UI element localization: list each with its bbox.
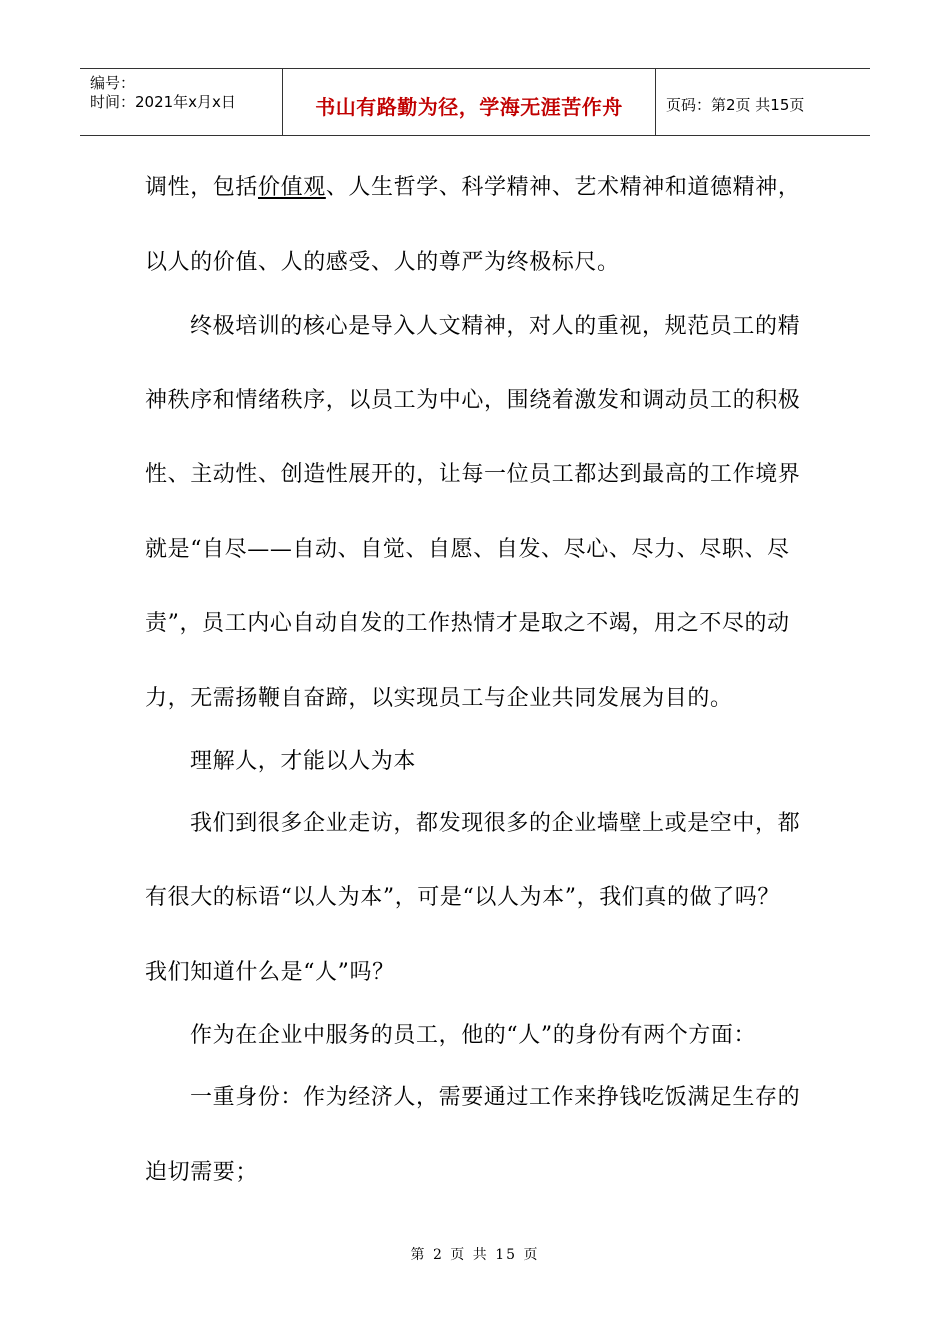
header-motto: 书山有路勤为径，学海无涯苦作舟 [315, 95, 623, 119]
paragraph-line: 责”，员工内心自动自发的工作热情才是取之不竭，用之不尽的动 [145, 611, 790, 636]
paragraph-line: 以人的价值、人的感受、人的尊严为终极标尺。 [145, 250, 620, 275]
line-text: 调性，包括 [145, 175, 259, 200]
line-text: 、人生哲学、科学精神、艺术精神和道德精神， [325, 175, 801, 200]
value-link[interactable]: 价值观 [258, 175, 326, 200]
paragraph-line: 我们知道什么是“人”吗？ [145, 960, 395, 985]
section-heading: 理解人，才能以人为本 [190, 749, 417, 774]
header-right-cell [656, 69, 870, 135]
paragraph-line: 终极培训的核心是导入人文精神，对人的重视，规范员工的精 [190, 314, 801, 339]
paragraph-line: 有很大的标语“以人为本”，可是“以人为本”，我们真的做了吗？ [145, 885, 780, 910]
page-footer: 第 2 页 共 15 页 [410, 1247, 540, 1263]
header-table [80, 68, 870, 136]
header-left-cell [80, 69, 283, 135]
paragraph-line: 迫切需要； [145, 1160, 259, 1185]
paragraph-line: 就是“自尽——自动、自觉、自愿、自发、尽心、尽力、尽职、尽 [145, 537, 790, 562]
paragraph-line: 作为在企业中服务的员工，他的“人”的身份有两个方面： [190, 1023, 757, 1048]
paragraph-line [145, 170, 800, 201]
header-middle-cell [283, 69, 656, 135]
paragraph-line: 力，无需扬鞭自奋蹄，以实现员工与企业共同发展为目的。 [145, 686, 733, 711]
document-date-label: 时间：2021年x月x日 [90, 93, 236, 111]
paragraph-line: 神秩序和情绪秩序，以员工为中心，围绕着激发和调动员工的积极 [145, 388, 801, 413]
header-page-info: 页码：第2页 共15页 [666, 96, 805, 114]
paragraph-line: 性、主动性、创造性展开的，让每一位员工都达到最高的工作境界 [145, 462, 801, 487]
paragraph-line: 我们到很多企业走访，都发现很多的企业墙壁上或是空中，都 [190, 811, 801, 836]
document-number-label: 编号： [90, 74, 136, 92]
paragraph-line: 一重身份：作为经济人，需要通过工作来挣钱吃饭满足生存的 [190, 1085, 801, 1110]
